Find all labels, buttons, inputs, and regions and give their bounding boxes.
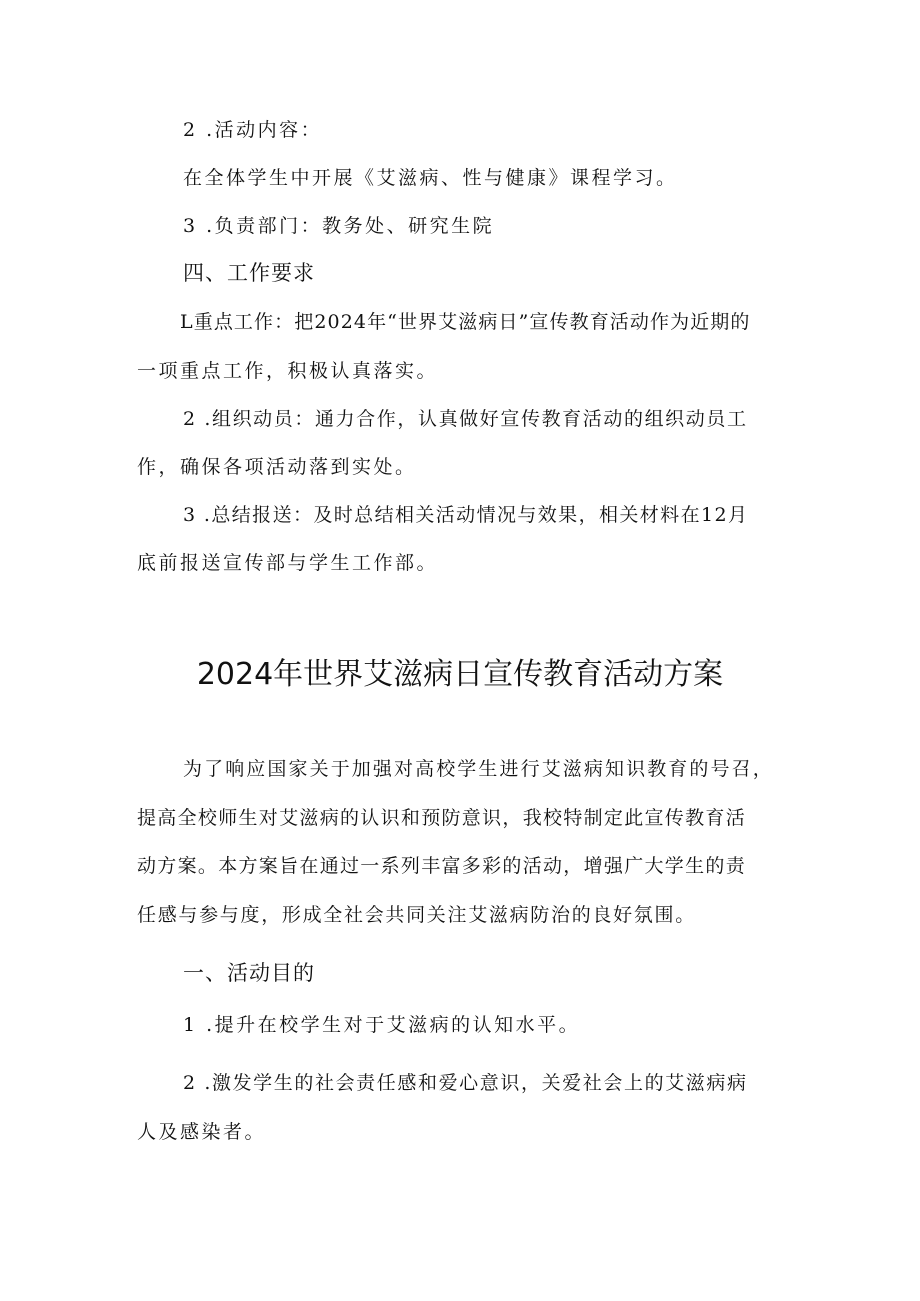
intro-line-1: 为了响应国家关于加强对高校学生进行艾滋病知识教育的号召， [183,758,774,780]
intro-line-2: 提高全校师生对艾滋病的认识和预防意识，我校特制定此宣传教育活 [137,807,747,829]
item-2-text: 在全体学生中开展《艾滋病、性与健康》课程学习。 [183,167,678,189]
requirement-2-line-2: 作，确保各项活动落到实处。 [137,456,417,478]
document-title: 2024年世界艾滋病日宣传教育活动方案 [196,657,724,692]
requirement-1-line-1: L重点工作：把2024年“世界艾滋病日”宣传教育活动作为近期的 [180,311,751,333]
intro-line-3: 动方案。本方案旨在通过一系列丰富多彩的活动，增强广大学生的责 [137,855,747,877]
item-3-text: 3 .负责部门：教务处、研究生院 [183,215,495,237]
intro-line-4: 任感与参与度，形成全社会共同关注艾滋病防治的良好氛围。 [137,904,696,926]
requirement-2-line-1: 2 .组织动员：通力合作，认真做好宣传教育活动的组织动员工 [183,408,748,430]
section-heading-four: 四、工作要求 [183,261,315,285]
requirement-3-line-2: 底前报送宣传部与学生工作部。 [137,552,439,574]
goal-1: 1 .提升在校学生对于艾滋病的认知水平。 [183,1014,581,1036]
goal-2-line-1: 2 .激发学生的社会责任感和爱心意识，关爱社会上的艾滋病病 [183,1072,748,1094]
section-heading-one: 一、活动目的 [183,961,315,985]
requirement-1-line-2: 一项重点工作，积极认真落实。 [137,360,439,382]
item-2-label: 2 .活动内容： [183,119,323,141]
requirement-3-line-1: 3 .总结报送：及时总结相关活动情况与效果，相关材料在12月 [183,504,749,526]
goal-2-line-2: 人及感染者。 [137,1121,267,1143]
